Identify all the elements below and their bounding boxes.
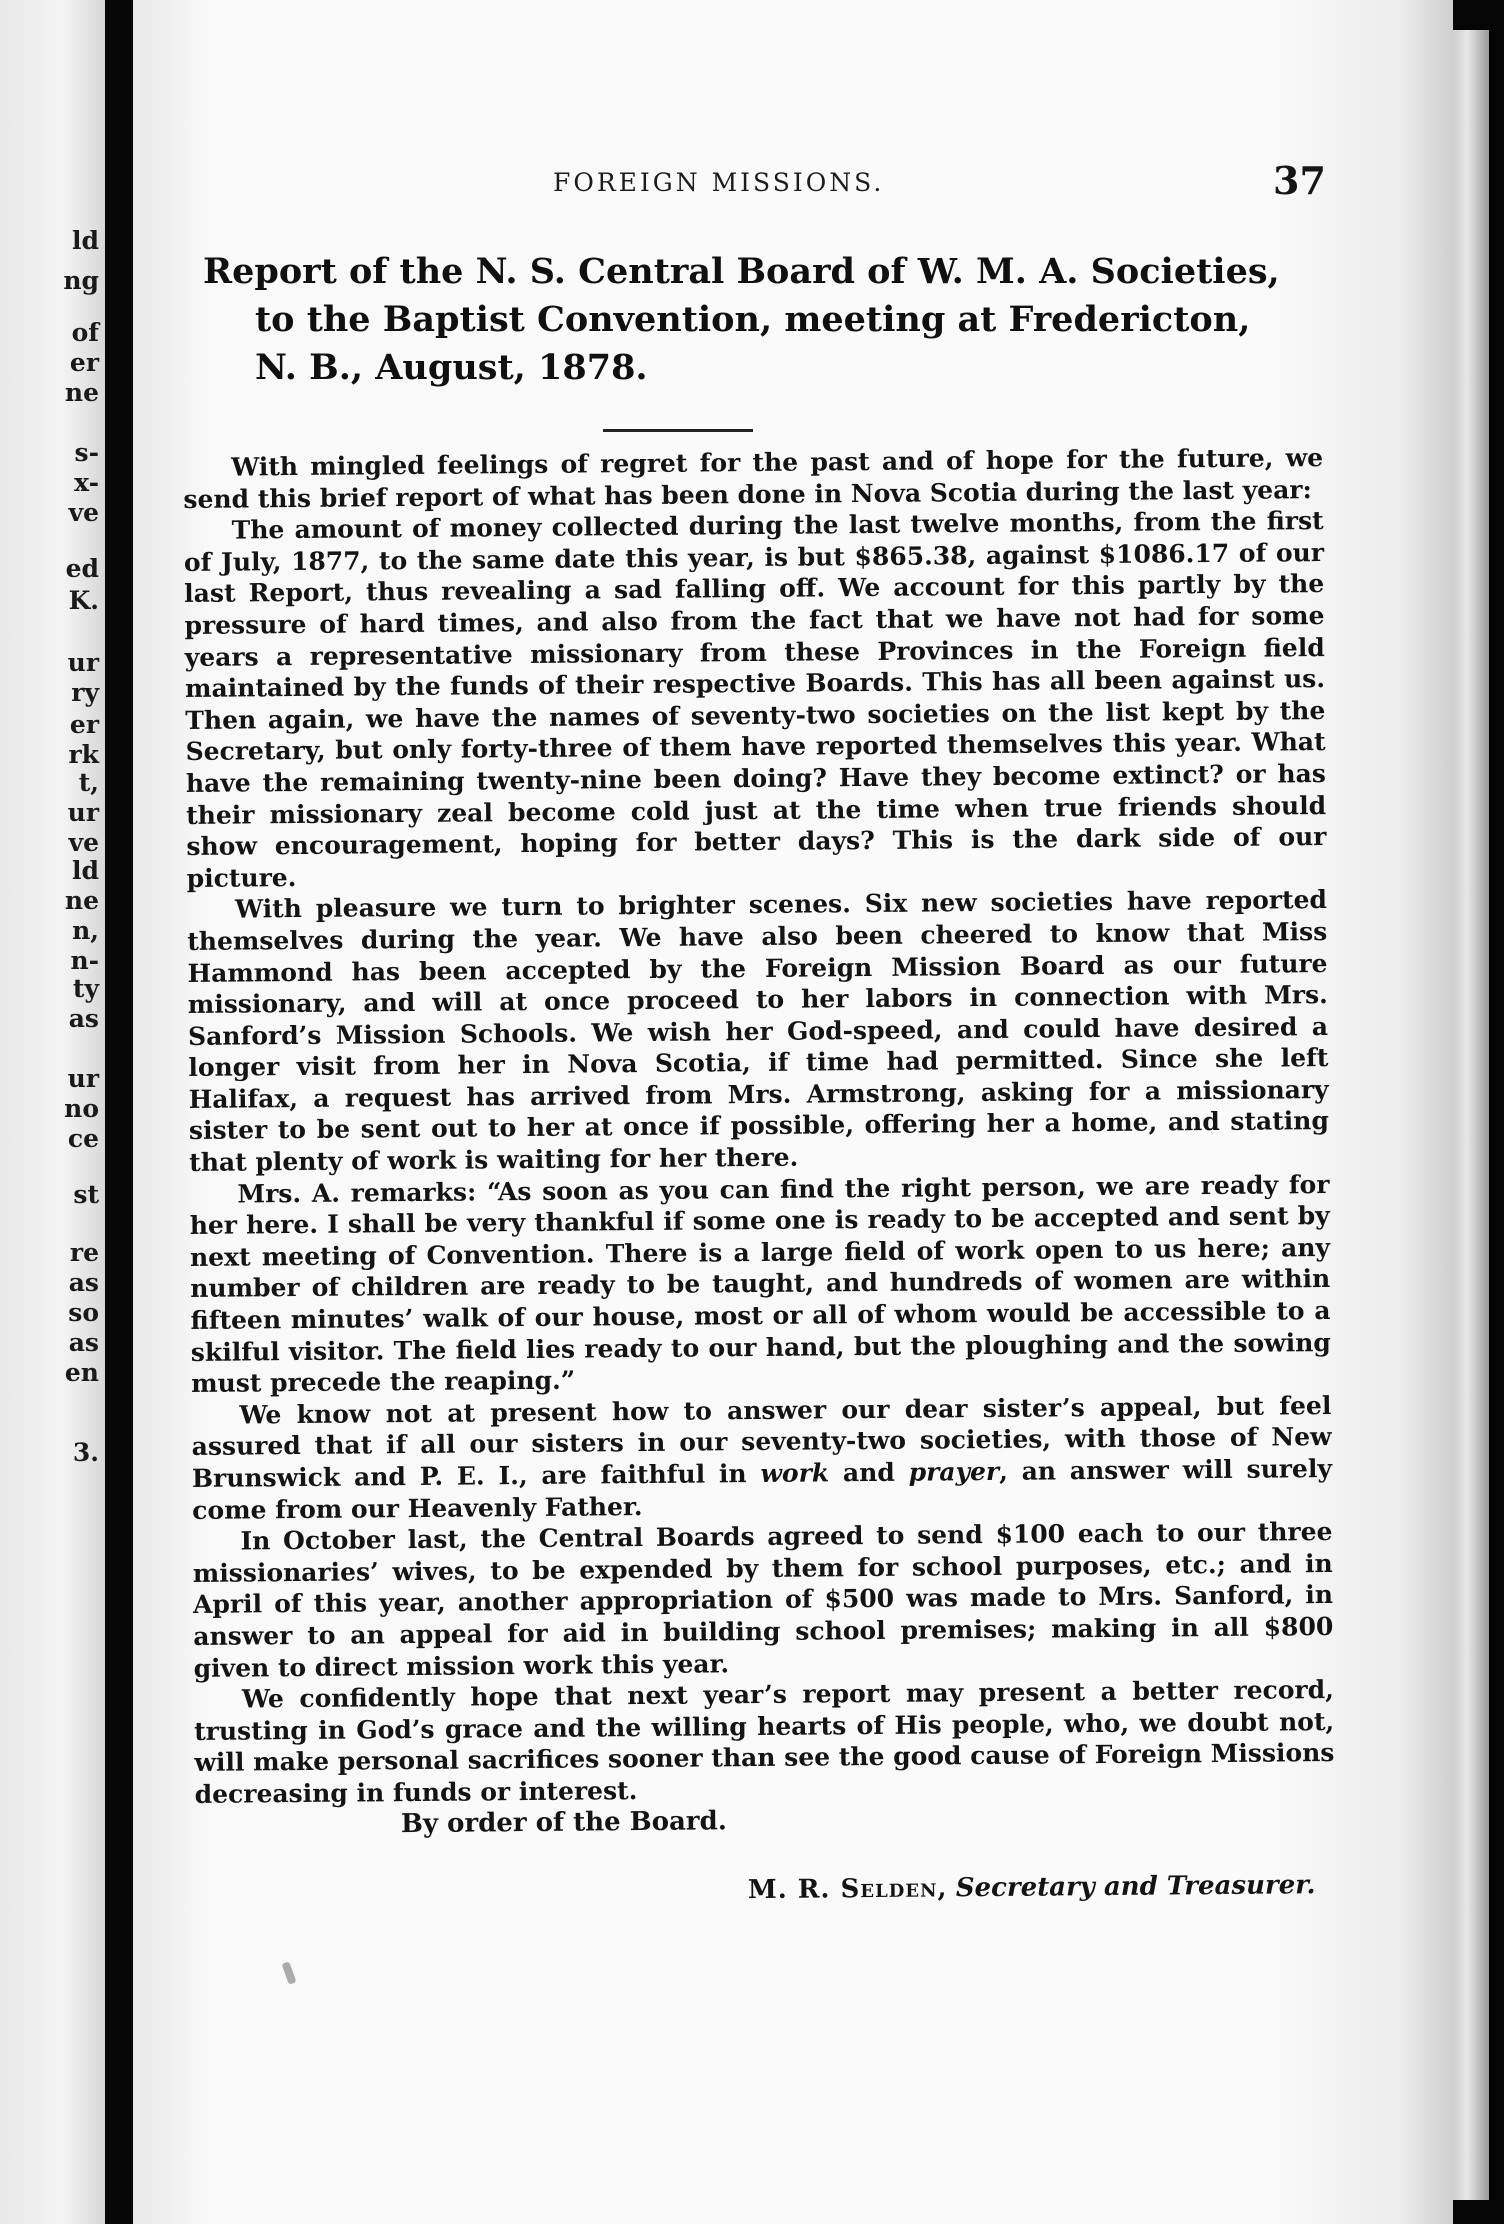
facing-page-text-fragment: ne xyxy=(64,886,99,915)
paragraph-intro: With mingled feelings of regret for the past and of hope for the future, we send this brief report of what has been done in Nova Scotia during the last year: xyxy=(183,443,1324,514)
facing-page-text-fragment: er xyxy=(69,710,99,739)
facing-page-text-fragment: no xyxy=(64,1094,99,1123)
facing-page-text-fragment: x- xyxy=(74,468,99,497)
appeal-text-b: and xyxy=(829,1457,909,1488)
facing-page-text-fragment: t, xyxy=(78,768,99,797)
facing-page-text-fragment: of xyxy=(71,318,99,347)
facing-page-text-fragment: rk xyxy=(68,740,99,769)
facing-page-text-fragment: re xyxy=(69,1238,99,1267)
page-number: 37 xyxy=(1273,158,1326,203)
facing-page-text-fragment: ty xyxy=(72,974,99,1003)
signature-name: M. R. Selden, xyxy=(747,1873,948,1906)
running-head: FOREIGN MISSIONS. xyxy=(553,168,885,197)
facing-page-text-fragment: n, xyxy=(72,916,99,945)
facing-page-text-fragment: n- xyxy=(70,946,99,975)
facing-page-text-fragment: as xyxy=(68,1268,99,1297)
facing-page-text-fragment: en xyxy=(64,1358,99,1387)
facing-page-text-fragment: ur xyxy=(67,798,99,827)
paragraph-appeal xyxy=(191,1390,1332,1526)
appeal-emphasis-prayer: prayer xyxy=(908,1456,1000,1487)
facing-page-text-fragment: ur xyxy=(67,1064,99,1093)
paragraph-quote: Mrs. A. remarks: “As soon as you can find the right person, we are ready for her here. I shall be very thankful if some one is ready to be accepted and sent by next meeting of Convention. There is a large field of work open to us here; any number of children are ready to be taught, and hundreds of women are within fifteen minutes’ walk of our house, most or all of whom would be accessible to a skilful visitor. The field lies ready to our hand, but the ploughing and the sowing must precede the reaping.” xyxy=(189,1169,1331,1399)
paragraph-appropriations: In October last, the Central Boards agreed to send $100 each to our three missionaries’ wives, to be expended by them for school purposes, etc.; and in April of this year, another appropriation of $500 was made to Mrs. Sanford, in answer to an appeal for aid in building school premises; making in all $800 given to direct mission work this year. xyxy=(192,1517,1334,1683)
facing-page-text-fragment: 3. xyxy=(72,1438,99,1467)
signature xyxy=(195,1870,1335,1912)
paragraph-brighter-scenes: With pleasure we turn to brighter scenes. Six new societies have reported themselves during the year. We have also been cheered to know that Miss Hammond has been accepted by the Foreign Mission Board as our future missionary, and will at once proceed to her labors in connection with Mrs. Sanford’s Mission Schools. We wish her God-speed, and could have desired a longer visit from her in Nova Scotia, if time had permitted. Since she left Halifax, a request has arrived from Mrs. Armstrong, asking for a missionary sister to be sent out to her at once if possible, offering her a home, and stating that plenty of work is waiting for her there. xyxy=(187,885,1330,1178)
facing-page-text-fragment: ld xyxy=(72,856,99,885)
appeal-text-a: We know not at present how to answer our dear sister’s appeal, but feel assured that if all our sisters in our seventy-two societies, with those of New Brunswick and P. E. I., are faithful in xyxy=(191,1390,1332,1493)
facing-page-text-fragment: ur xyxy=(67,648,99,677)
paragraph-closing: We confidently hope that next year’s report may present a better record, trusting in God’s grace and the willing hearts of His people, who, we doubt not, will make personal sacrifices sooner than see the good cause of Foreign Missions decreasing in funds or interest. xyxy=(194,1675,1335,1809)
facing-page-text-fragment: st xyxy=(73,1180,99,1209)
book-gutter xyxy=(105,0,133,2224)
facing-page-text-fragment: ve xyxy=(68,498,99,527)
paragraph-finances: The amount of money collected during the last twelve months, from the first of July, 1877, to the same date this year, is but $865.38, against $1086.17 of our last Report, thus revealing a sad falling off. We account for this partly by the pressure of hard times, and also from the fact that we have not had for some years a representative missionary from these Provinces in the Foreign field maintained by the funds of their respective Boards. This has all been against us. Then again, we have the names of seventy-two societies on the list kept by the Secretary, but only forty-three of them have reported themselves this year. What have the remaining twenty-nine been doing? Have they become extinct? or has their missionary zeal become cold just at the time when true friends should show encouragement, hoping for better days? This is the dark side of our picture. xyxy=(183,506,1327,893)
facing-page-text-fragment: ld xyxy=(72,226,99,255)
facing-page-text-fragment: ry xyxy=(71,678,99,707)
facing-page-edge xyxy=(0,0,105,2224)
page-stack-edge xyxy=(1453,30,1489,2200)
facing-page-text-fragment: K. xyxy=(68,586,99,615)
facing-page-text-fragment: as xyxy=(68,1004,99,1033)
title-line-1: Report of the N. S. Central Board of W. M. A. Societies, xyxy=(203,251,1280,292)
facing-page-text-fragment: ed xyxy=(65,554,99,583)
title-line-3: N. B., August, 1878. xyxy=(255,347,648,388)
appeal-text-c: , an answer will surely come from our Heavenly Father. xyxy=(192,1454,1333,1525)
title-line-2: to the Baptist Convention, meeting at Fredericton, xyxy=(255,299,1251,340)
facing-page-text-fragment: ng xyxy=(63,266,99,295)
facing-page-text-fragment: so xyxy=(68,1298,99,1327)
signoff-line: By order of the Board. xyxy=(400,1805,727,1839)
appeal-emphasis-work: work xyxy=(760,1458,830,1488)
ink-smudge xyxy=(281,1961,296,1984)
book-page xyxy=(133,0,1453,2224)
signature-role: Secretary and Treasurer. xyxy=(955,1870,1316,1904)
facing-page-text-fragment: ve xyxy=(68,828,99,857)
facing-page-text-fragment: as xyxy=(68,1328,99,1357)
facing-page-text-fragment: ce xyxy=(67,1124,99,1153)
title-divider xyxy=(603,429,753,432)
report-body xyxy=(183,442,1336,1912)
report-title xyxy=(203,248,1323,392)
facing-page-text-fragment: s- xyxy=(74,438,99,467)
facing-page-text-fragment: er xyxy=(69,348,99,377)
facing-page-text-fragment: ne xyxy=(64,378,99,407)
